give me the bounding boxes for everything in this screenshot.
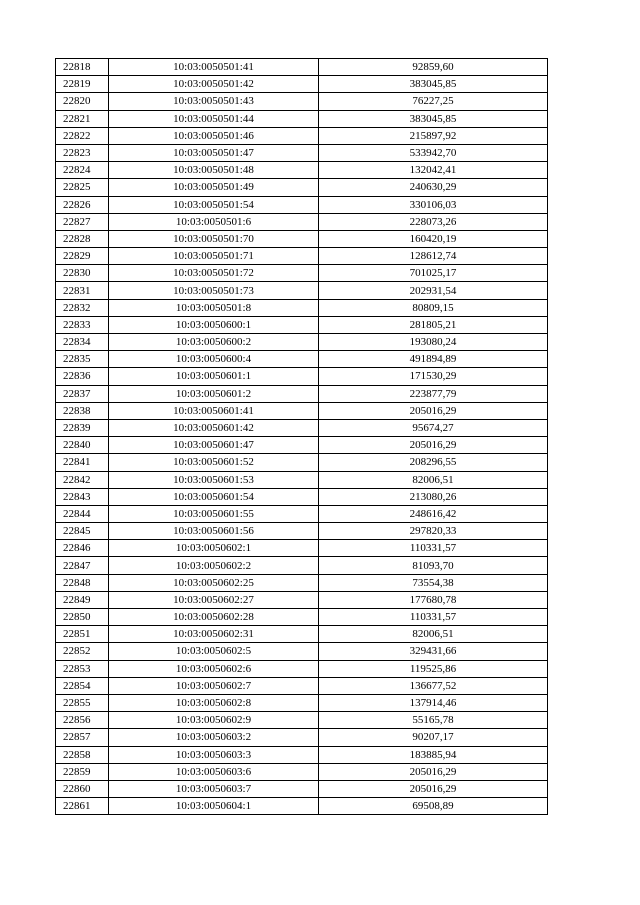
amount-cell: 119525,86: [319, 660, 548, 677]
cadastral-number-cell: 10:03:0050501:46: [109, 127, 319, 144]
row-number-cell: 22846: [56, 540, 109, 557]
cadastral-number-cell: 10:03:0050601:52: [109, 454, 319, 471]
row-number-cell: 22825: [56, 179, 109, 196]
amount-cell: 110331,57: [319, 609, 548, 626]
amount-cell: 533942,70: [319, 144, 548, 161]
cadastral-number-cell: 10:03:0050602:7: [109, 677, 319, 694]
cadastral-number-cell: 10:03:0050602:5: [109, 643, 319, 660]
data-table: [55, 58, 548, 815]
row-number-cell: 22844: [56, 505, 109, 522]
row-number-cell: 22845: [56, 523, 109, 540]
amount-cell: 208296,55: [319, 454, 548, 471]
row-number-cell: 22859: [56, 763, 109, 780]
table-row: [56, 179, 548, 196]
amount-cell: 215897,92: [319, 127, 548, 144]
amount-cell: 95674,27: [319, 419, 548, 436]
table-row: [56, 351, 548, 368]
table-row: [56, 127, 548, 144]
amount-cell: 205016,29: [319, 402, 548, 419]
table-row: [56, 471, 548, 488]
amount-cell: 701025,17: [319, 265, 548, 282]
row-number-cell: 22852: [56, 643, 109, 660]
cadastral-number-cell: 10:03:0050602:28: [109, 609, 319, 626]
amount-cell: 297820,33: [319, 523, 548, 540]
amount-cell: 110331,57: [319, 540, 548, 557]
cadastral-number-cell: 10:03:0050602:2: [109, 557, 319, 574]
cadastral-number-cell: 10:03:0050603:7: [109, 780, 319, 797]
row-number-cell: 22856: [56, 712, 109, 729]
table-row: [56, 746, 548, 763]
table-row: [56, 626, 548, 643]
row-number-cell: 22833: [56, 316, 109, 333]
row-number-cell: 22851: [56, 626, 109, 643]
cadastral-number-cell: 10:03:0050501:47: [109, 144, 319, 161]
row-number-cell: 22823: [56, 144, 109, 161]
table-body: [56, 59, 548, 815]
row-number-cell: 22858: [56, 746, 109, 763]
cadastral-number-cell: 10:03:0050601:41: [109, 402, 319, 419]
amount-cell: 128612,74: [319, 248, 548, 265]
row-number-cell: 22861: [56, 798, 109, 815]
amount-cell: 90207,17: [319, 729, 548, 746]
row-number-cell: 22847: [56, 557, 109, 574]
table-row: [56, 488, 548, 505]
row-number-cell: 22857: [56, 729, 109, 746]
amount-cell: 76227,25: [319, 93, 548, 110]
table-row: [56, 162, 548, 179]
row-number-cell: 22838: [56, 402, 109, 419]
row-number-cell: 22854: [56, 677, 109, 694]
amount-cell: 491894,89: [319, 351, 548, 368]
cadastral-number-cell: 10:03:0050603:3: [109, 746, 319, 763]
amount-cell: 92859,60: [319, 59, 548, 76]
row-number-cell: 22826: [56, 196, 109, 213]
table-row: [56, 712, 548, 729]
cadastral-number-cell: 10:03:0050501:48: [109, 162, 319, 179]
table-row: [56, 76, 548, 93]
row-number-cell: 22829: [56, 248, 109, 265]
cadastral-number-cell: 10:03:0050602:31: [109, 626, 319, 643]
cadastral-number-cell: 10:03:0050604:1: [109, 798, 319, 815]
cadastral-number-cell: 10:03:0050601:55: [109, 505, 319, 522]
amount-cell: 81093,70: [319, 557, 548, 574]
row-number-cell: 22848: [56, 574, 109, 591]
table-row: [56, 316, 548, 333]
table-row: [56, 677, 548, 694]
table-row: [56, 437, 548, 454]
cadastral-number-cell: 10:03:0050602:27: [109, 591, 319, 608]
row-number-cell: 22860: [56, 780, 109, 797]
table-row: [56, 230, 548, 247]
row-number-cell: 22853: [56, 660, 109, 677]
cadastral-number-cell: 10:03:0050602:6: [109, 660, 319, 677]
table-row: [56, 402, 548, 419]
row-number-cell: 22855: [56, 694, 109, 711]
cadastral-number-cell: 10:03:0050501:70: [109, 230, 319, 247]
row-number-cell: 22820: [56, 93, 109, 110]
amount-cell: 80809,15: [319, 299, 548, 316]
table-row: [56, 540, 548, 557]
row-number-cell: 22832: [56, 299, 109, 316]
table-row: [56, 144, 548, 161]
amount-cell: 329431,66: [319, 643, 548, 660]
table-row: [56, 385, 548, 402]
amount-cell: 213080,26: [319, 488, 548, 505]
cadastral-number-cell: 10:03:0050601:1: [109, 368, 319, 385]
amount-cell: 55165,78: [319, 712, 548, 729]
row-number-cell: 22840: [56, 437, 109, 454]
cadastral-number-cell: 10:03:0050602:25: [109, 574, 319, 591]
amount-cell: 248616,42: [319, 505, 548, 522]
amount-cell: 171530,29: [319, 368, 548, 385]
cadastral-number-cell: 10:03:0050501:44: [109, 110, 319, 127]
cadastral-number-cell: 10:03:0050603:6: [109, 763, 319, 780]
table-row: [56, 574, 548, 591]
amount-cell: 202931,54: [319, 282, 548, 299]
row-number-cell: 22842: [56, 471, 109, 488]
cadastral-number-cell: 10:03:0050601:54: [109, 488, 319, 505]
amount-cell: 132042,41: [319, 162, 548, 179]
amount-cell: 82006,51: [319, 626, 548, 643]
table-row: [56, 110, 548, 127]
row-number-cell: 22819: [56, 76, 109, 93]
cadastral-number-cell: 10:03:0050501:54: [109, 196, 319, 213]
table-row: [56, 763, 548, 780]
row-number-cell: 22834: [56, 334, 109, 351]
row-number-cell: 22822: [56, 127, 109, 144]
cadastral-number-cell: 10:03:0050501:73: [109, 282, 319, 299]
amount-cell: 383045,85: [319, 110, 548, 127]
table-row: [56, 299, 548, 316]
amount-cell: 137914,46: [319, 694, 548, 711]
table-row: [56, 643, 548, 660]
table-row: [56, 265, 548, 282]
row-number-cell: 22827: [56, 213, 109, 230]
amount-cell: 183885,94: [319, 746, 548, 763]
cadastral-number-cell: 10:03:0050600:1: [109, 316, 319, 333]
row-number-cell: 22824: [56, 162, 109, 179]
cadastral-number-cell: 10:03:0050601:53: [109, 471, 319, 488]
row-number-cell: 22836: [56, 368, 109, 385]
table-row: [56, 419, 548, 436]
row-number-cell: 22818: [56, 59, 109, 76]
cadastral-number-cell: 10:03:0050501:6: [109, 213, 319, 230]
table-row: [56, 59, 548, 76]
row-number-cell: 22850: [56, 609, 109, 626]
cadastral-number-cell: 10:03:0050600:2: [109, 334, 319, 351]
row-number-cell: 22837: [56, 385, 109, 402]
cadastral-number-cell: 10:03:0050600:4: [109, 351, 319, 368]
table-row: [56, 660, 548, 677]
cadastral-number-cell: 10:03:0050601:2: [109, 385, 319, 402]
table-row: [56, 334, 548, 351]
row-number-cell: 22835: [56, 351, 109, 368]
amount-cell: 177680,78: [319, 591, 548, 608]
cadastral-number-cell: 10:03:0050602:9: [109, 712, 319, 729]
amount-cell: 330106,03: [319, 196, 548, 213]
amount-cell: 281805,21: [319, 316, 548, 333]
amount-cell: 69508,89: [319, 798, 548, 815]
cadastral-number-cell: 10:03:0050501:43: [109, 93, 319, 110]
table-row: [56, 557, 548, 574]
table-row: [56, 454, 548, 471]
table-row: [56, 368, 548, 385]
cadastral-number-cell: 10:03:0050603:2: [109, 729, 319, 746]
table-row: [56, 591, 548, 608]
cadastral-number-cell: 10:03:0050601:47: [109, 437, 319, 454]
amount-cell: 82006,51: [319, 471, 548, 488]
cadastral-number-cell: 10:03:0050501:42: [109, 76, 319, 93]
table-row: [56, 505, 548, 522]
table-row: [56, 196, 548, 213]
amount-cell: 228073,26: [319, 213, 548, 230]
table-row: [56, 248, 548, 265]
row-number-cell: 22831: [56, 282, 109, 299]
table-row: [56, 609, 548, 626]
table-row: [56, 523, 548, 540]
table-row: [56, 282, 548, 299]
amount-cell: 73554,38: [319, 574, 548, 591]
cadastral-number-cell: 10:03:0050602:1: [109, 540, 319, 557]
amount-cell: 205016,29: [319, 437, 548, 454]
cadastral-number-cell: 10:03:0050602:8: [109, 694, 319, 711]
row-number-cell: 22849: [56, 591, 109, 608]
table-row: [56, 694, 548, 711]
table-row: [56, 213, 548, 230]
row-number-cell: 22839: [56, 419, 109, 436]
cadastral-number-cell: 10:03:0050501:71: [109, 248, 319, 265]
row-number-cell: 22830: [56, 265, 109, 282]
cadastral-number-cell: 10:03:0050601:56: [109, 523, 319, 540]
amount-cell: 240630,29: [319, 179, 548, 196]
cadastral-number-cell: 10:03:0050601:42: [109, 419, 319, 436]
cadastral-number-cell: 10:03:0050501:8: [109, 299, 319, 316]
cadastral-number-cell: 10:03:0050501:49: [109, 179, 319, 196]
row-number-cell: 22821: [56, 110, 109, 127]
amount-cell: 223877,79: [319, 385, 548, 402]
table-row: [56, 729, 548, 746]
table-row: [56, 93, 548, 110]
cadastral-number-cell: 10:03:0050501:41: [109, 59, 319, 76]
table-row: [56, 780, 548, 797]
amount-cell: 205016,29: [319, 763, 548, 780]
row-number-cell: 22841: [56, 454, 109, 471]
amount-cell: 160420,19: [319, 230, 548, 247]
amount-cell: 383045,85: [319, 76, 548, 93]
row-number-cell: 22843: [56, 488, 109, 505]
cadastral-number-cell: 10:03:0050501:72: [109, 265, 319, 282]
row-number-cell: 22828: [56, 230, 109, 247]
amount-cell: 136677,52: [319, 677, 548, 694]
amount-cell: 205016,29: [319, 780, 548, 797]
amount-cell: 193080,24: [319, 334, 548, 351]
table-row: [56, 798, 548, 815]
